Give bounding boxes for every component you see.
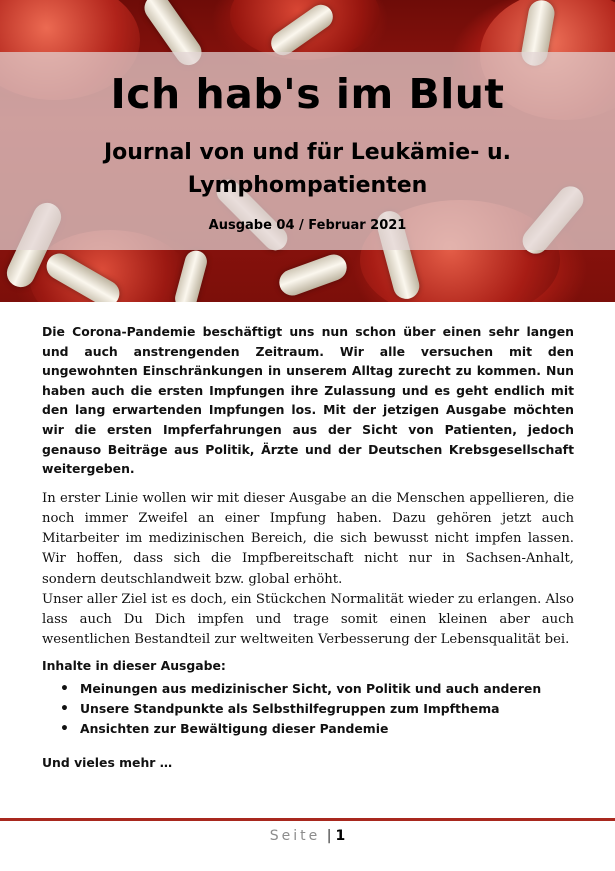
list-item: • Ansichten zur Bewältigung dieser Pandemie [80,719,574,739]
footer-rule [0,818,615,821]
article-content [42,322,574,770]
page-separator: | [326,828,332,844]
body-paragraph: In erster Linie wollen wir mit dieser Ausgabe an die Menschen appellieren, die noch immer Zweifel an einer Impfung haben. Dazu gehören jetzt auch Mitarbeiter im medizinischen Bereich, die sich bewusst nicht impfen lassen. Wir hoffen, dass sich die Impfbereitschaft nicht nur in Sachsen-Anhalt, sondern deutschlandweit bzw. global erhöht. [42,490,574,587]
contents-list [42,679,574,739]
journal-subtitle: Journal von und für Leukämie- u. Lymphompatienten [103,140,512,198]
header-banner-image [0,0,615,302]
page-number: 1 [335,828,346,844]
body-paragraph: Unser aller Ziel ist es doch, ein Stückchen Normalität wieder zu erlangen. Also lass auch Du Dich impfen und trage somit einen kleinen aber auch wesentlichen Bestandteil zur weltweiten Verbesserung der Lebensqualität bei. [42,591,574,648]
antibody-illustration [276,251,351,299]
list-item: • Meinungen aus medizinischer Sicht, von Politik und auch anderen [80,679,574,699]
contents-heading: Inhalte in dieser Ausgabe: [42,658,226,674]
page-footer [0,828,615,844]
page-label: Seite [269,828,321,844]
issue-label: Ausgabe 04 / Februar 2021 [208,218,407,233]
closing-text: Und vieles mehr … [42,755,173,771]
journal-title: Ich hab's im Blut [110,70,505,118]
intro-paragraph: Die Corona-Pandemie beschäftigt uns nun schon über einen sehr langen und auch anstrengenden Zeitraum. Wir alle versuchen mit den ungewohnten Einschränkungen in unserem Alltag zurecht zu kommen. Nun haben auch die ersten Impfungen ihre Zulassung und es geht endlich mit den lang erwartenden Impfungen los. Mit der jetzigen Ausgabe möchten wir die ersten Impferfahrungen aus der Sicht von Patienten, jedoch genauso Beiträge aus Politik, Ärzte und der Deutschen Krebsgesellschaft weitergeben. [42,324,574,477]
list-item: • Unsere Standpunkte als Selbsthilfegruppen zum Impfthema [80,699,574,719]
